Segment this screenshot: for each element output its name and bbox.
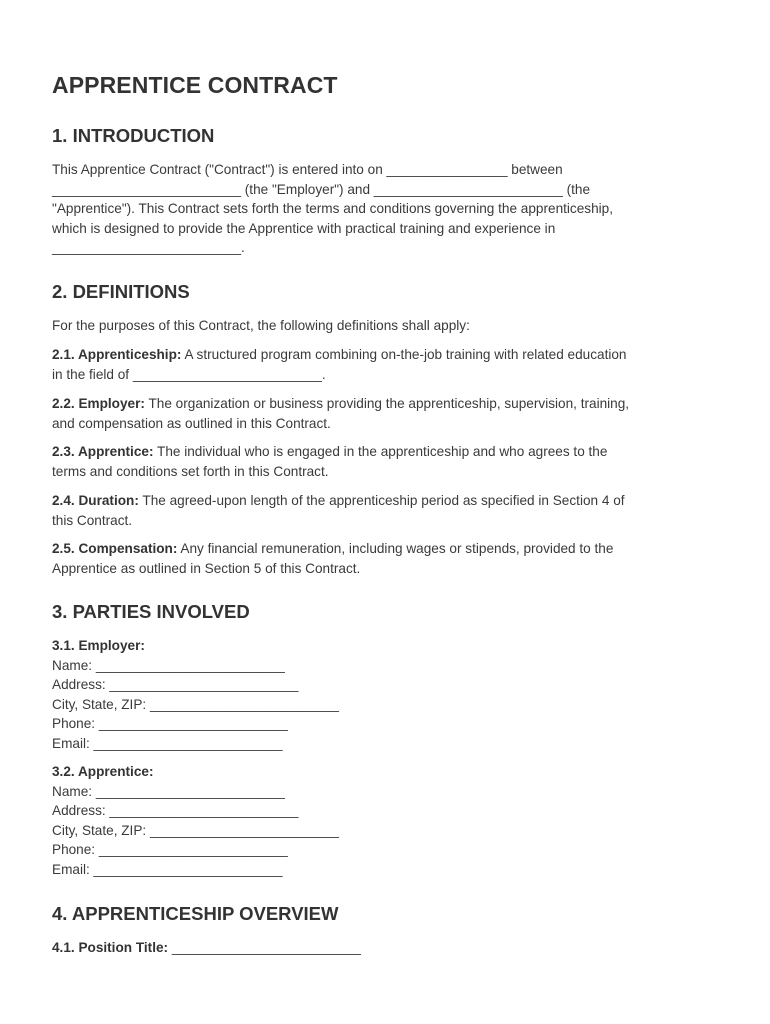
position-title-blank: _________________________	[168, 940, 361, 955]
section-heading-parties: 3. PARTIES INVOLVED	[52, 601, 250, 622]
employer-address-field: Address: _________________________	[52, 677, 299, 692]
apprentice-email-field: Email: _________________________	[52, 861, 283, 877]
apprentice-city-field: City, State, ZIP: _________________________	[52, 822, 339, 838]
definition-text: A structured program combining on-the-job training with related education	[181, 347, 627, 362]
definition-term: 2.3. Apprentice:	[52, 444, 154, 459]
definition-compensation	[52, 539, 722, 578]
employer-name-field: Name: _________________________	[52, 657, 285, 673]
definition-apprenticeship	[52, 345, 722, 384]
definition-term: 2.2. Employer:	[52, 396, 145, 411]
definition-text: terms and conditions set forth in this Contract.	[52, 463, 329, 479]
position-title-field	[52, 938, 722, 958]
definition-term: 2.4. Duration:	[52, 493, 139, 508]
definition-text: The agreed-upon length of the apprenticeship period as specified in Section 4 of	[138, 493, 625, 508]
definition-text: The organization or business providing the apprenticeship, supervision, training,	[144, 396, 630, 411]
employer-block	[52, 636, 722, 753]
apprentice-block	[52, 762, 722, 879]
definition-term: 2.5. Compensation:	[52, 541, 178, 556]
introduction-paragraph	[52, 160, 722, 258]
employer-city-field: City, State, ZIP: _________________________	[52, 696, 339, 712]
definition-text: Apprentice as outlined in Section 5 of this Contract.	[52, 560, 361, 576]
definition-apprentice	[52, 442, 722, 481]
employer-email-field: Email: _________________________	[52, 735, 283, 751]
employer-phone-field: Phone: _________________________	[52, 716, 288, 731]
definition-text: Any financial remuneration, including wages or stipends, provided to the	[177, 541, 614, 556]
employer-label: 3.1. Employer:	[52, 638, 145, 653]
definitions-intro: For the purposes of this Contract, the following definitions shall apply:	[52, 318, 470, 333]
position-title-label: 4.1. Position Title:	[52, 940, 169, 955]
apprentice-address-field: Address: _________________________	[52, 803, 299, 818]
text-line: _________________________ (the "Employer") and _________________________ (the	[52, 181, 591, 197]
definition-text: The individual who is engaged in the apprenticeship and who agrees to the	[153, 444, 608, 459]
text-line: This Apprentice Contract ("Contract") is entered into on ________________ between	[52, 162, 563, 177]
definition-employer	[52, 394, 722, 433]
definition-text: in the field of _________________________.	[52, 366, 326, 382]
apprentice-name-field: Name: _________________________	[52, 783, 285, 799]
text-line: "Apprentice"). This Contract sets forth the terms and conditions governing the apprenticeship,	[52, 201, 614, 216]
section-heading-overview: 4. APPRENTICESHIP OVERVIEW	[52, 903, 339, 924]
text-line: _________________________.	[52, 240, 245, 255]
definition-duration	[52, 491, 722, 530]
text-line: which is designed to provide the Apprentice with practical training and experience in	[52, 220, 556, 236]
section-heading-introduction: 1. INTRODUCTION	[52, 125, 215, 146]
definition-text: this Contract.	[52, 512, 133, 528]
definition-term: 2.1. Apprenticeship:	[52, 347, 182, 362]
apprentice-phone-field: Phone: _________________________	[52, 842, 288, 857]
definition-text: and compensation as outlined in this Contract.	[52, 415, 331, 431]
document-title: APPRENTICE CONTRACT	[52, 72, 338, 98]
section-heading-definitions: 2. DEFINITIONS	[52, 281, 190, 302]
apprentice-label: 3.2. Apprentice:	[52, 764, 154, 779]
